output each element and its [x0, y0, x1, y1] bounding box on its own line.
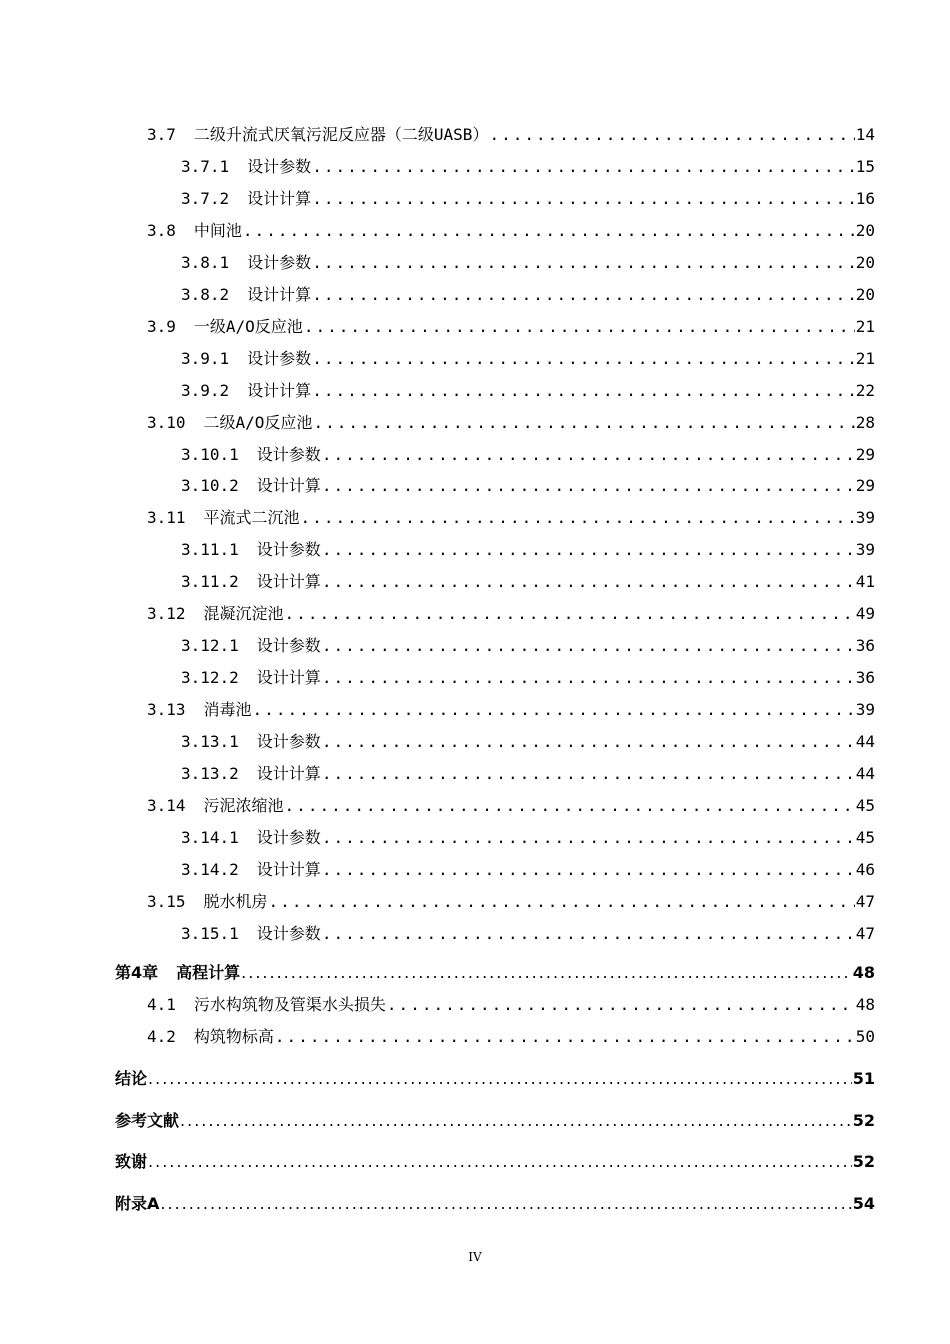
toc-entry-number: 3.11.1 [181, 540, 239, 560]
toc-entry-title: 设计参数 [256, 540, 321, 560]
toc-entry[interactable] [181, 378, 875, 401]
toc-leader-dots [322, 860, 855, 879]
toc-entry-label [181, 346, 311, 369]
toc-entry[interactable] [181, 857, 875, 880]
toc-entry-label [181, 186, 311, 209]
toc-entry-page: 52 [852, 1152, 875, 1171]
toc-entry-title: 设计计算 [247, 380, 312, 400]
toc-entry-label [115, 960, 240, 983]
toc-leader-dots [322, 572, 855, 591]
toc-entry[interactable] [115, 1191, 875, 1214]
toc-entry-label [147, 410, 312, 433]
toc-entry-title: 高程计算 [176, 963, 241, 982]
toc-entry-label [181, 569, 321, 592]
toc-leader-dots [253, 700, 855, 719]
toc-entry-number: 3.7.2 [181, 188, 230, 208]
toc-entry-number: 4.2 [147, 1027, 176, 1046]
toc-entry-title: 污泥浓缩池 [203, 795, 284, 815]
toc-entry-page: 21 [855, 316, 875, 336]
toc-leader-dots [312, 253, 855, 272]
toc-entry-number: 第4章 [115, 963, 159, 982]
toc-leader-dots [160, 1194, 851, 1213]
toc-entry-title: 设计计算 [256, 764, 321, 783]
toc-entry-label [181, 154, 311, 177]
toc-entry-page: 28 [855, 412, 875, 432]
toc-entry-number: 3.12 [147, 604, 186, 624]
toc-entry-page: 36 [855, 636, 875, 656]
toc-entry-title: 构筑物标高 [193, 1027, 274, 1046]
toc-entry[interactable] [147, 314, 875, 337]
toc-entry-page: 20 [855, 284, 875, 304]
toc-entry-title: 混凝沉淀池 [203, 604, 284, 624]
toc-entry[interactable] [147, 1024, 875, 1047]
toc-entry-label [181, 473, 321, 496]
toc-entry-title: 设计参数 [247, 348, 312, 368]
toc-leader-dots [180, 1111, 852, 1130]
toc-entry[interactable] [147, 992, 875, 1015]
toc-entry[interactable] [181, 729, 875, 752]
toc-entry-page: 48 [855, 995, 875, 1014]
toc-entry-title: 致谢 [115, 1152, 148, 1171]
toc-entry-page: 45 [855, 795, 875, 815]
toc-entry-label [147, 601, 284, 624]
toc-entry-number: 3.14 [147, 795, 186, 815]
toc-entry[interactable] [115, 1149, 875, 1172]
toc-leader-dots [322, 540, 855, 559]
toc-entry-number: 3.14.1 [181, 827, 239, 847]
toc-leader-dots [322, 445, 855, 464]
toc-leader-dots [322, 636, 855, 655]
toc-leader-dots [275, 1027, 855, 1046]
toc-entry-page: 51 [852, 1069, 875, 1088]
toc-entry-number: 3.11 [147, 508, 186, 528]
toc-entry-page: 48 [852, 963, 875, 982]
toc-entry-page: 46 [855, 859, 875, 879]
toc-entry-page: 44 [855, 732, 875, 752]
toc-leader-dots [312, 157, 855, 176]
toc-entry-label [147, 1024, 274, 1047]
toc-entry-page: 47 [855, 923, 875, 943]
toc-entry-title: 平流式二沉池 [203, 508, 300, 528]
toc-entry[interactable] [181, 186, 875, 209]
toc-entry-label [147, 697, 252, 720]
toc-entry-page: 21 [855, 348, 875, 368]
toc-entry-number: 3.13 [147, 700, 186, 720]
toc-entry-title: 设计参数 [256, 827, 321, 847]
toc-entry-label [181, 921, 321, 944]
toc-entry-title: 脱水机房 [203, 891, 268, 911]
toc-leader-dots [285, 604, 855, 623]
toc-leader-dots [241, 963, 852, 982]
toc-entry-page: 29 [855, 444, 875, 464]
toc-entry-label [181, 729, 321, 752]
toc-entry-label [115, 1066, 147, 1089]
toc-entry-title: 参考文献 [115, 1111, 180, 1130]
toc-leader-dots [322, 476, 855, 495]
toc-entry-number: 3.12.1 [181, 636, 239, 656]
toc-entry-page: 49 [855, 604, 875, 624]
toc-entry-title: 附录A [115, 1194, 160, 1213]
toc-entry[interactable] [181, 154, 875, 177]
toc-entry-title: 污水构筑物及管渠水头损失 [193, 995, 386, 1014]
toc-entry-page: 47 [855, 891, 875, 911]
toc-entry[interactable] [181, 633, 875, 656]
toc-entry-page: 22 [855, 380, 875, 400]
toc-leader-dots [269, 892, 855, 911]
toc-entry-label [181, 857, 321, 880]
toc-entry-page: 44 [855, 764, 875, 783]
toc-entry[interactable] [147, 218, 875, 241]
toc-leader-dots [148, 1152, 852, 1171]
toc-entry-label [181, 761, 321, 784]
toc-entry[interactable] [181, 665, 875, 688]
toc-entry-number: 3.9.2 [181, 380, 230, 400]
toc-leader-dots [301, 508, 855, 527]
toc-leader-dots [304, 317, 855, 336]
toc-entry-label [147, 505, 300, 528]
toc-entry-title: 设计参数 [256, 444, 321, 464]
toc-entry-title: 消毒池 [203, 700, 252, 720]
toc-entry[interactable] [181, 473, 875, 496]
toc-entry-number: 3.13.2 [181, 764, 239, 783]
toc-entry-label [115, 1191, 159, 1214]
toc-entry-number: 3.14.2 [181, 859, 239, 879]
toc-entry-label [147, 314, 303, 337]
toc-entry-number: 3.15 [147, 891, 186, 911]
toc-entry[interactable] [181, 825, 875, 848]
toc-entry[interactable] [147, 601, 875, 624]
toc-entry[interactable] [147, 697, 875, 720]
toc-entry-label [115, 1149, 147, 1172]
toc-entry[interactable] [147, 505, 875, 528]
toc-entry-label [181, 825, 321, 848]
toc-leader-dots [243, 221, 855, 240]
toc-entry-label [147, 992, 386, 1015]
toc-entry-number: 3.8 [147, 220, 176, 240]
toc-entry-label [181, 665, 321, 688]
toc-leader-dots [312, 381, 855, 400]
toc-entry-number: 3.10 [147, 412, 186, 432]
page-number-footer: IV [468, 1250, 482, 1264]
toc-entry-label [181, 537, 321, 560]
toc-entry[interactable] [147, 122, 875, 145]
toc-entry-title: 设计参数 [256, 923, 321, 943]
toc-entry-number: 3.10.2 [181, 476, 239, 496]
toc-leader-dots [322, 764, 855, 783]
toc-leader-dots [322, 732, 855, 751]
toc-leader-dots [322, 668, 855, 687]
toc-entry[interactable] [147, 889, 875, 912]
toc-entry-page: 39 [855, 540, 875, 560]
toc-entry-label [147, 122, 488, 145]
toc-leader-dots [322, 924, 855, 943]
toc-leader-dots [489, 125, 854, 144]
toc-entry-title: 一级A/O反应池 [193, 316, 303, 336]
toc-entry-title: 设计计算 [247, 284, 312, 304]
toc-entry[interactable] [181, 921, 875, 944]
toc-entry-page: 14 [855, 125, 875, 144]
toc-entry-label [181, 250, 311, 273]
toc-entry-label [115, 1108, 179, 1131]
toc-entry-page: 39 [855, 700, 875, 720]
toc-entry-title: 设计计算 [256, 859, 321, 879]
toc-entry-page: 15 [855, 156, 875, 176]
toc-entry-number: 3.11.2 [181, 572, 239, 592]
toc-entry[interactable] [181, 346, 875, 369]
toc-leader-dots [312, 189, 855, 208]
toc-entry-page: 20 [855, 252, 875, 272]
toc-entry-number: 3.9 [147, 316, 176, 336]
toc-entry-number: 3.9.1 [181, 348, 230, 368]
toc-entry-page: 36 [855, 668, 875, 688]
toc-entry-page: 50 [855, 1027, 875, 1046]
toc-leader-dots [312, 349, 855, 368]
toc-entry-page: 45 [855, 827, 875, 847]
toc-entry[interactable] [147, 410, 875, 433]
toc-entry-title: 设计参数 [256, 732, 321, 752]
toc-entry-page: 39 [855, 508, 875, 528]
toc-leader-dots [387, 995, 855, 1014]
toc-leader-dots [148, 1069, 852, 1088]
toc-entry[interactable] [181, 537, 875, 560]
toc-entry-label [181, 633, 321, 656]
toc-entry-page: 54 [852, 1194, 875, 1213]
toc-entry[interactable] [181, 282, 875, 305]
toc-leader-dots [313, 413, 854, 432]
toc-entry-title: 设计计算 [256, 476, 321, 496]
toc-entry-label [147, 793, 284, 816]
toc-entry[interactable] [181, 761, 875, 784]
toc-entry[interactable] [115, 960, 875, 983]
toc-entry[interactable] [147, 793, 875, 816]
toc-entry-label [147, 218, 242, 241]
toc-entry-label [181, 282, 311, 305]
toc-entry-number: 3.12.2 [181, 668, 239, 688]
toc-entry-page: 20 [855, 220, 875, 240]
toc-entry-title: 中间池 [193, 220, 242, 240]
toc-entry-title: 设计参数 [256, 636, 321, 656]
toc-entry[interactable] [181, 250, 875, 273]
toc-entry-number: 3.7 [147, 125, 176, 144]
toc-entry-title: 设计计算 [256, 668, 321, 688]
toc-entry-page: 29 [855, 476, 875, 496]
toc-entry-number: 3.15.1 [181, 923, 239, 943]
toc-entry-page: 16 [855, 188, 875, 208]
toc-leader-dots [312, 285, 855, 304]
toc-entry-page: 52 [852, 1111, 875, 1130]
toc-entry-title: 设计参数 [247, 156, 312, 176]
toc-entry[interactable] [181, 442, 875, 465]
toc-entry[interactable] [115, 1108, 875, 1131]
toc-entry-title: 结论 [115, 1069, 148, 1088]
toc-entry-label [181, 378, 311, 401]
toc-entry-number: 3.13.1 [181, 732, 239, 752]
toc-entry-label [147, 889, 268, 912]
toc-entry-title: 设计计算 [247, 188, 312, 208]
toc-entry-title: 二级升流式厌氧污泥反应器（二级UASB） [193, 125, 489, 144]
toc-entry-page: 41 [855, 572, 875, 592]
toc-entry-title: 设计参数 [247, 252, 312, 272]
toc-entry-number: 3.8.1 [181, 252, 230, 272]
toc-entry-title: 二级A/O反应池 [203, 412, 313, 432]
toc-leader-dots [322, 828, 855, 847]
toc-leader-dots [285, 796, 855, 815]
toc-entry-number: 3.8.2 [181, 284, 230, 304]
toc-entry-number: 3.7.1 [181, 156, 230, 176]
toc-entry[interactable] [181, 569, 875, 592]
toc-entry[interactable] [115, 1066, 875, 1089]
toc-entry-label [181, 442, 321, 465]
toc-entry-number: 3.10.1 [181, 444, 239, 464]
toc-entry-number: 4.1 [147, 995, 176, 1014]
toc-entry-title: 设计计算 [256, 572, 321, 592]
